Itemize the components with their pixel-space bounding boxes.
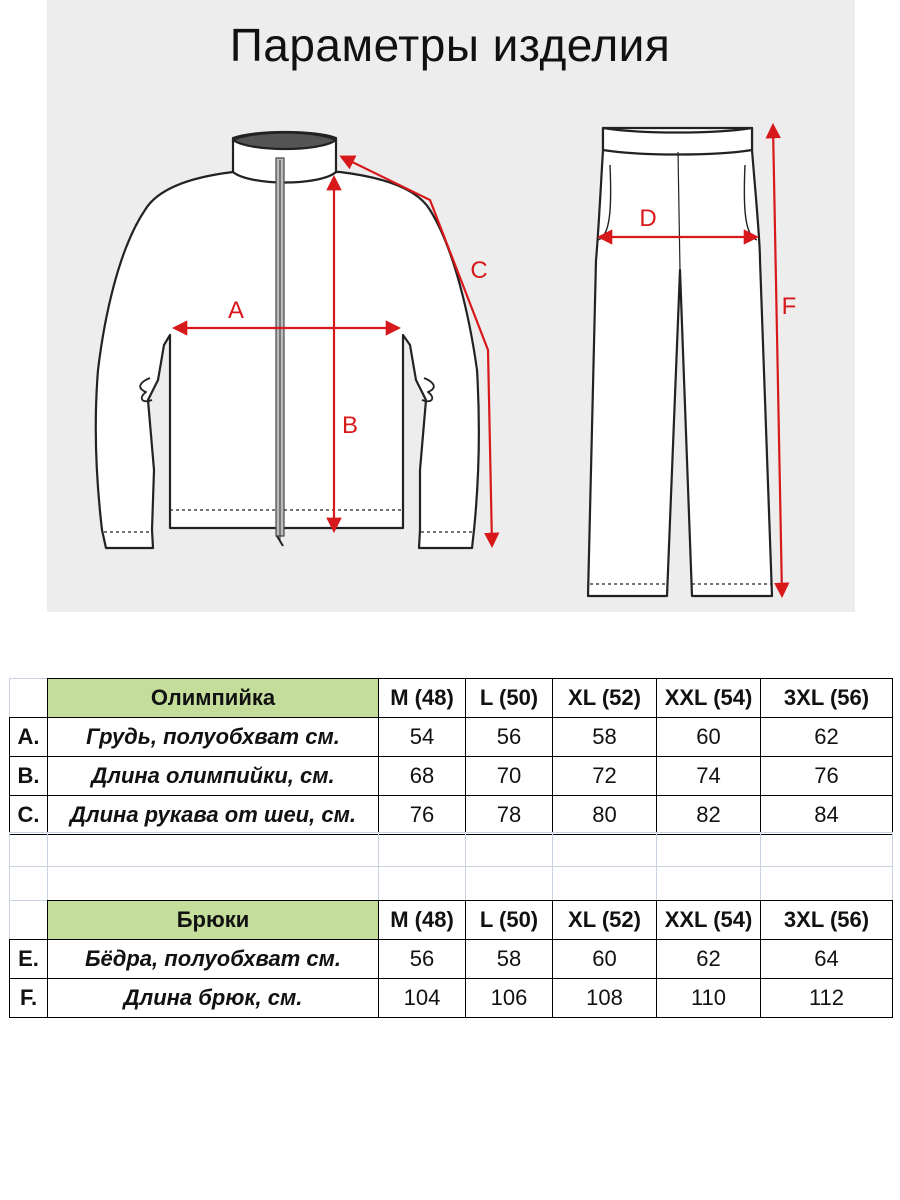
spacer-grid bbox=[9, 832, 893, 901]
pants-header: Брюки bbox=[48, 901, 379, 940]
size-header: L (50) bbox=[466, 679, 553, 718]
size-header: XXL (54) bbox=[657, 901, 761, 940]
size-header: 3XL (56) bbox=[761, 679, 893, 718]
table-cell: 58 bbox=[466, 940, 553, 979]
table-cell: 60 bbox=[553, 940, 657, 979]
row-label: Бёдра, полуобхват см. bbox=[48, 940, 379, 979]
table-cell: 72 bbox=[553, 757, 657, 796]
pants-waistband bbox=[603, 128, 752, 155]
table-cell: 106 bbox=[466, 979, 553, 1018]
table-cell: 78 bbox=[466, 796, 553, 835]
table-cell: 84 bbox=[761, 796, 893, 835]
table-cell: 62 bbox=[761, 718, 893, 757]
table-cell: 68 bbox=[379, 757, 466, 796]
row-letter: E. bbox=[10, 940, 48, 979]
label-b: B bbox=[341, 412, 359, 439]
pants-size-table bbox=[9, 900, 893, 1018]
table-cell: 76 bbox=[761, 757, 893, 796]
size-header: M (48) bbox=[379, 679, 466, 718]
size-header: XL (52) bbox=[553, 901, 657, 940]
label-c: C bbox=[470, 257, 488, 284]
table-cell: 56 bbox=[466, 718, 553, 757]
jacket-header: Олимпийка bbox=[48, 679, 379, 718]
size-header: XL (52) bbox=[553, 679, 657, 718]
label-d: D bbox=[639, 205, 657, 232]
table-cell: 80 bbox=[553, 796, 657, 835]
table-row bbox=[10, 757, 893, 796]
table-row bbox=[10, 718, 893, 757]
row-letter: A. bbox=[10, 718, 48, 757]
row-label: Длина рукава от шеи, см. bbox=[48, 796, 379, 835]
empty-row bbox=[10, 867, 893, 901]
row-letter: F. bbox=[10, 979, 48, 1018]
table-cell: 60 bbox=[657, 718, 761, 757]
jacket-outline bbox=[96, 172, 479, 548]
table-row bbox=[10, 979, 893, 1018]
pants-drawing bbox=[588, 128, 772, 596]
row-label: Длина олимпийки, см. bbox=[48, 757, 379, 796]
label-a: A bbox=[227, 297, 245, 324]
size-header: L (50) bbox=[466, 901, 553, 940]
label-f: F bbox=[781, 293, 797, 320]
corner-cell bbox=[10, 901, 48, 940]
table-cell: 76 bbox=[379, 796, 466, 835]
table-cell: 70 bbox=[466, 757, 553, 796]
table-cell: 108 bbox=[553, 979, 657, 1018]
row-letter: B. bbox=[10, 757, 48, 796]
arrow-f bbox=[773, 126, 782, 595]
size-header: 3XL (56) bbox=[761, 901, 893, 940]
jacket-drawing bbox=[96, 132, 479, 548]
table-cell: 64 bbox=[761, 940, 893, 979]
table-header-row bbox=[10, 901, 893, 940]
table-row bbox=[10, 796, 893, 835]
table-cell: 104 bbox=[379, 979, 466, 1018]
size-header: M (48) bbox=[379, 901, 466, 940]
row-label: Длина брюк, см. bbox=[48, 979, 379, 1018]
jacket-size-table bbox=[9, 678, 893, 835]
corner-cell bbox=[10, 679, 48, 718]
page-title: Параметры изделия bbox=[229, 19, 671, 71]
empty-row bbox=[10, 833, 893, 867]
table-cell: 112 bbox=[761, 979, 893, 1018]
size-header: XXL (54) bbox=[657, 679, 761, 718]
table-cell: 62 bbox=[657, 940, 761, 979]
row-letter: C. bbox=[10, 796, 48, 835]
table-cell: 74 bbox=[657, 757, 761, 796]
row-label: Грудь, полуобхват см. bbox=[48, 718, 379, 757]
table-header-row bbox=[10, 679, 893, 718]
table-row bbox=[10, 940, 893, 979]
table-cell: 58 bbox=[553, 718, 657, 757]
table-cell: 110 bbox=[657, 979, 761, 1018]
table-cell: 54 bbox=[379, 718, 466, 757]
table-cell: 82 bbox=[657, 796, 761, 835]
table-cell: 56 bbox=[379, 940, 466, 979]
